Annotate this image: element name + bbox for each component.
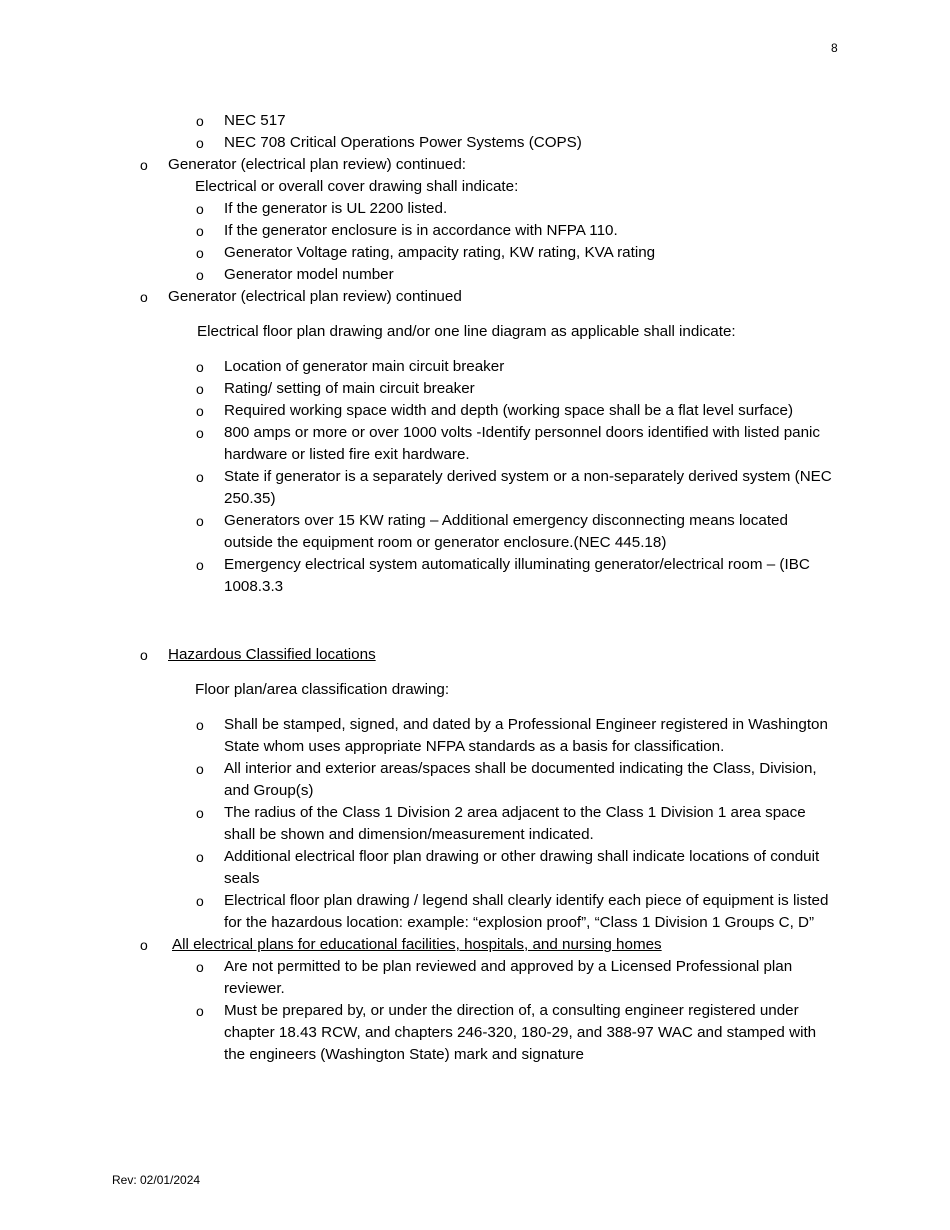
list-item: o 800 amps or more or over 1000 volts -Identify personnel doors identified with listed panic hardware or listed fire exit hardware. [196, 424, 821, 463]
bullet: o [140, 157, 148, 173]
list-item: o All interior and exterior areas/spaces shall be documented indicating the Class, Division, and Group(s) [196, 760, 817, 799]
page-number: 8 [831, 41, 838, 55]
bullet: o [196, 717, 204, 733]
bullet: o [196, 557, 204, 573]
section-intro: Floor plan/area classification drawing: [195, 681, 450, 698]
bullet: o [196, 425, 204, 441]
list-item: o Are not permitted to be plan reviewed and approved by a Licensed Professional plan reviewer. [196, 958, 793, 997]
bullet: o [196, 849, 204, 865]
section-intro: Electrical or overall cover drawing shall indicate: [195, 178, 519, 195]
list-item: o If the generator is UL 2200 listed. [0, 198, 950, 220]
list-item: o Required working space width and depth (working space shall be a flat level surface) [0, 400, 950, 422]
bullet: o [196, 267, 204, 283]
bullet: o [140, 647, 148, 663]
list-item: o The radius of the Class 1 Division 2 area adjacent to the Class 1 Division 1 area space shall be shown and dimension/measurement indicated. [196, 804, 806, 843]
list-item: o Emergency electrical system automatically illuminating generator/electrical room – (IBC 1008.3.3 [196, 556, 810, 595]
bullet: o [196, 135, 204, 151]
list-item: o Must be prepared by, or under the direction of, a consulting engineer registered under chapter 18.43 RCW, and chapters 246-320, 180-29, and 388-97 WAC and stamped with the engineers (Washington State) mark and signature [196, 1002, 817, 1063]
list-item: o Additional electrical floor plan drawing or other drawing shall indicate locations of conduit seals [196, 848, 820, 887]
list-item: o Generator Voltage rating, ampacity rating, KW rating, KVA rating [0, 242, 950, 264]
revision-footer: Rev: 02/01/2024 [112, 1173, 201, 1187]
list-item: o NEC 517 [0, 110, 950, 132]
list-item: o Generator model number [0, 264, 950, 286]
bullet: o [196, 959, 204, 975]
bullet: o [196, 381, 204, 397]
section-intro: Electrical floor plan drawing and/or one line diagram as applicable shall indicate: [197, 323, 736, 340]
bullet: o [196, 359, 204, 375]
list-item: o Electrical floor plan drawing / legend shall clearly identify each piece of equipment is listed for the hazardous location: example: “explosion proof”, “Class 1 Division 1 Groups C, D” [196, 892, 829, 931]
list-item: o Generators over 15 KW rating – Additional emergency disconnecting means located outside the equipment room or generator enclosure.(NEC 445.18) [196, 512, 788, 551]
bullet: o [196, 245, 204, 261]
list-item: o If the generator enclosure is in accordance with NFPA 110. [0, 220, 950, 242]
bullet: o [196, 805, 204, 821]
bullet: o [196, 513, 204, 529]
bullet: o [196, 403, 204, 419]
section-heading-educational: o All electrical plans for educational facilities, hospitals, and nursing homes [0, 934, 950, 956]
list-item: o NEC 708 Critical Operations Power Systems (COPS) [0, 132, 950, 154]
document-body [0, 110, 950, 1066]
list-item: o Location of generator main circuit breaker [0, 356, 950, 378]
bullet: o [196, 223, 204, 239]
bullet: o [196, 113, 204, 129]
bullet: o [196, 761, 204, 777]
bullet: o [196, 893, 204, 909]
bullet: o [140, 937, 148, 953]
section-heading-generator-floorplan: o Generator (electrical plan review) continued [0, 286, 950, 308]
list-item: o Shall be stamped, signed, and dated by a Professional Engineer registered in Washington State whom uses appropriate NFPA standards as a basis for classification. [196, 716, 828, 755]
section-heading-hazardous: o Hazardous Classified locations [0, 644, 950, 666]
list-item: o Rating/ setting of main circuit breaker [0, 378, 950, 400]
bullet: o [140, 289, 148, 305]
list-item: o State if generator is a separately derived system or a non-separately derived system (NEC 250.35) [196, 468, 832, 507]
section-heading-generator-cover: o Generator (electrical plan review) continued: [0, 154, 950, 176]
bullet: o [196, 1003, 204, 1019]
bullet: o [196, 201, 204, 217]
bullet: o [196, 469, 204, 485]
